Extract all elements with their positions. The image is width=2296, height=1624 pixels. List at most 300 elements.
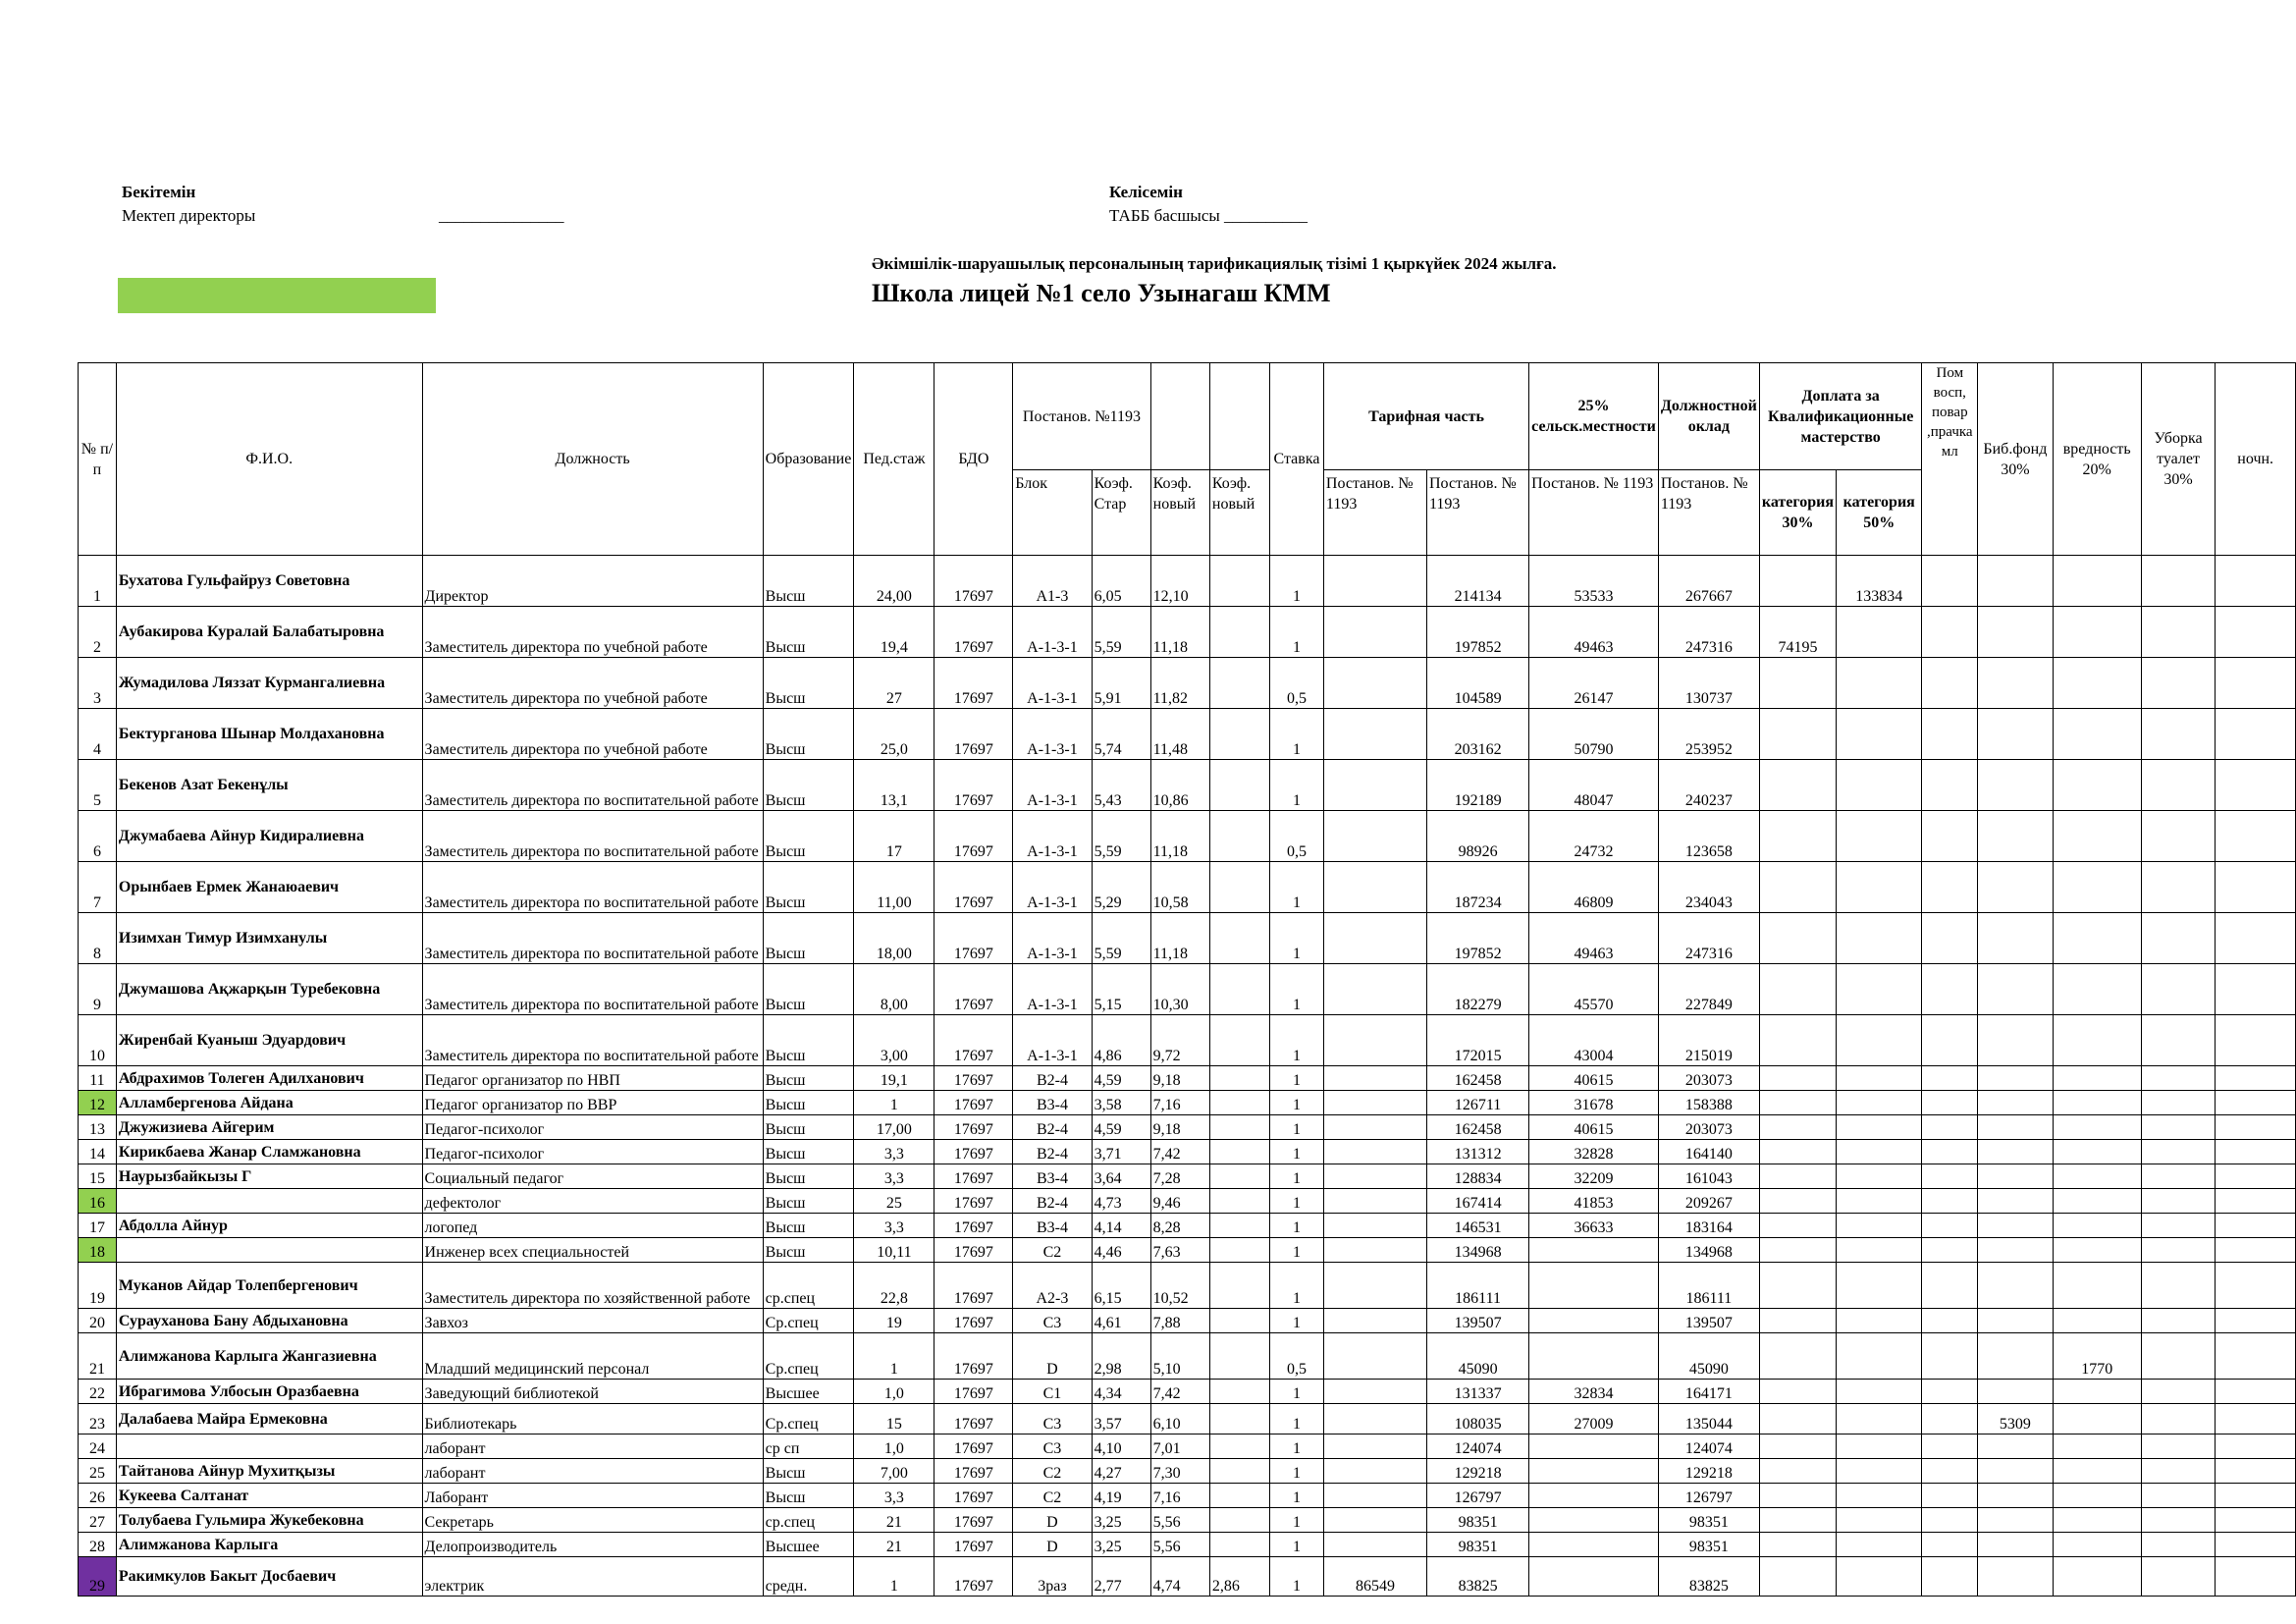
- cell-night: [2216, 1484, 2296, 1508]
- cell-harm: [2053, 1066, 2141, 1091]
- table-row: [79, 1404, 2296, 1435]
- cell-fio: Алламбергенова Айдана: [116, 1091, 422, 1115]
- cell-k1: 4,61: [1092, 1309, 1150, 1333]
- cell-c30: [1759, 811, 1836, 862]
- cell-t2: 129218: [1427, 1459, 1529, 1484]
- cell-bdo: 17697: [934, 1508, 1013, 1533]
- cell-rural: 31678: [1529, 1091, 1659, 1115]
- cell-t2: 108035: [1427, 1404, 1529, 1435]
- cell-k3: [1209, 811, 1269, 862]
- cell-t2: 197852: [1427, 913, 1529, 964]
- cell-sal: 247316: [1658, 913, 1759, 964]
- school-title: Школа лицей №1 село Узынагаш КММ: [872, 279, 1331, 307]
- cell-n: 25: [79, 1459, 117, 1484]
- cell-n: 13: [79, 1115, 117, 1140]
- cell-c30: [1759, 862, 1836, 913]
- cell-st: 1: [1270, 1484, 1324, 1508]
- cell-sal: 83825: [1658, 1557, 1759, 1597]
- cell-k2: 11,18: [1150, 811, 1209, 862]
- cell-fio: Ракимкулов Бакыт Досбаевич: [116, 1557, 422, 1597]
- cell-k3: [1209, 1309, 1269, 1333]
- cell-n: 10: [79, 1015, 117, 1066]
- header-salary: Должностной оклад: [1658, 363, 1759, 470]
- cell-block: А-1-3-1: [1013, 709, 1092, 760]
- cell-t1: [1323, 1459, 1426, 1484]
- cell-k3: [1209, 1459, 1269, 1484]
- cell-exp: 15: [854, 1404, 934, 1435]
- cell-k1: 2,77: [1092, 1557, 1150, 1597]
- cell-c30: [1759, 1533, 1836, 1557]
- cell-exp: 24,00: [854, 556, 934, 607]
- cell-k1: 4,10: [1092, 1435, 1150, 1459]
- cell-rural: 36633: [1529, 1214, 1659, 1238]
- cell-t2: 139507: [1427, 1309, 1529, 1333]
- cell-pos: Библиотекарь: [422, 1404, 763, 1435]
- cell-exp: 19: [854, 1309, 934, 1333]
- cell-c30: [1759, 709, 1836, 760]
- table-row: [79, 1189, 2296, 1214]
- cell-exp: 3,3: [854, 1164, 934, 1189]
- cell-exp: 18,00: [854, 913, 934, 964]
- cell-c30: [1759, 1091, 1836, 1115]
- cell-c30: [1759, 1404, 1836, 1435]
- cell-sal: 123658: [1658, 811, 1759, 862]
- cell-edu: Высш: [763, 1189, 854, 1214]
- cell-exp: 1: [854, 1333, 934, 1380]
- cell-toilet: [2141, 1238, 2216, 1263]
- cell-bdo: 17697: [934, 556, 1013, 607]
- header-salary-sub: Постанов. № 1193: [1658, 470, 1759, 556]
- cell-t2: 126797: [1427, 1484, 1529, 1508]
- cell-t1: [1323, 1533, 1426, 1557]
- cell-fio: Жумадилова Ляззат Курмангалиевна: [116, 658, 422, 709]
- cell-k3: [1209, 1214, 1269, 1238]
- cell-c30: [1759, 964, 1836, 1015]
- cell-rural: 43004: [1529, 1015, 1659, 1066]
- cell-c50: [1837, 1333, 1922, 1380]
- cell-block: В3-4: [1013, 1214, 1092, 1238]
- cell-block: С3: [1013, 1309, 1092, 1333]
- cell-harm: 1770: [2053, 1333, 2141, 1380]
- cell-k2: 10,58: [1150, 862, 1209, 913]
- cell-st: 1: [1270, 1164, 1324, 1189]
- cell-st: 1: [1270, 1557, 1324, 1597]
- cell-c30: [1759, 1115, 1836, 1140]
- cell-fio: Джумабаева Айнур Кидиралиевна: [116, 811, 422, 862]
- cell-rural: [1529, 1238, 1659, 1263]
- cell-rural: [1529, 1484, 1659, 1508]
- cell-bdo: 17697: [934, 1140, 1013, 1164]
- cell-n: 27: [79, 1508, 117, 1533]
- cell-pos: Заместитель директора по воспитательной работе: [422, 913, 763, 964]
- cell-edu: Высш: [763, 1214, 854, 1238]
- cell-pos: Заместитель директора по хозяйственной работе: [422, 1263, 763, 1309]
- cell-block: D: [1013, 1333, 1092, 1380]
- cell-bib: [1978, 1435, 2054, 1459]
- cell-c50: [1837, 607, 1922, 658]
- cell-k3: [1209, 1533, 1269, 1557]
- cell-k3: [1209, 1115, 1269, 1140]
- table-body: [79, 556, 2296, 1597]
- cell-t1: [1323, 1140, 1426, 1164]
- cell-c50: [1837, 1380, 1922, 1404]
- cell-exp: 13,1: [854, 760, 934, 811]
- cell-c50: [1837, 1015, 1922, 1066]
- cell-exp: 19,1: [854, 1066, 934, 1091]
- cell-t1: [1323, 1309, 1426, 1333]
- cell-block: А-1-3-1: [1013, 913, 1092, 964]
- cell-toilet: [2141, 658, 2216, 709]
- cell-k2: 5,56: [1150, 1508, 1209, 1533]
- cell-k1: 5,91: [1092, 658, 1150, 709]
- cell-c30: [1759, 1557, 1836, 1597]
- cell-c30: [1759, 1484, 1836, 1508]
- cell-c30: [1759, 1140, 1836, 1164]
- cell-bdo: 17697: [934, 1459, 1013, 1484]
- header-tariff: Тарифная часть: [1323, 363, 1528, 470]
- cell-rural: [1529, 1435, 1659, 1459]
- header-cat50: категория 50%: [1837, 470, 1922, 556]
- cell-night: [2216, 607, 2296, 658]
- cell-c50: [1837, 1459, 1922, 1484]
- table-row: [79, 1484, 2296, 1508]
- cell-k1: 5,59: [1092, 607, 1150, 658]
- header-bdo: БДО: [934, 363, 1013, 556]
- table-row: [79, 1333, 2296, 1380]
- cell-pos: Заместитель директора по учебной работе: [422, 658, 763, 709]
- cell-night: [2216, 1164, 2296, 1189]
- cell-edu: Высшее: [763, 1380, 854, 1404]
- cell-edu: Высш: [763, 1066, 854, 1091]
- cell-exp: 1: [854, 1091, 934, 1115]
- cell-block: А-1-3-1: [1013, 658, 1092, 709]
- cell-exp: 27: [854, 658, 934, 709]
- cell-t2: 83825: [1427, 1557, 1529, 1597]
- header-tariff-b: Постанов. № 1193: [1427, 470, 1529, 556]
- cell-pos: лаборант: [422, 1435, 763, 1459]
- cell-exp: 10,11: [854, 1238, 934, 1263]
- cell-sal: 126797: [1658, 1484, 1759, 1508]
- cell-rural: 49463: [1529, 913, 1659, 964]
- cell-k1: 4,46: [1092, 1238, 1150, 1263]
- cell-night: [2216, 1066, 2296, 1091]
- cell-harm: [2053, 1214, 2141, 1238]
- cell-t2: 214134: [1427, 556, 1529, 607]
- cell-t2: 45090: [1427, 1333, 1529, 1380]
- cell-night: [2216, 1508, 2296, 1533]
- cell-fio: Бекенов Азат Бекенұлы: [116, 760, 422, 811]
- cell-night: [2216, 709, 2296, 760]
- cell-t1: [1323, 607, 1426, 658]
- cell-night: [2216, 1015, 2296, 1066]
- cell-pom: [1922, 709, 1978, 760]
- cell-fio: Абдолла Айнур: [116, 1214, 422, 1238]
- cell-sal: 129218: [1658, 1459, 1759, 1484]
- cell-k1: 3,71: [1092, 1140, 1150, 1164]
- cell-c50: 133834: [1837, 556, 1922, 607]
- cell-block: С2: [1013, 1459, 1092, 1484]
- cell-st: 1: [1270, 760, 1324, 811]
- cell-bdo: 17697: [934, 1557, 1013, 1597]
- cell-toilet: [2141, 1214, 2216, 1238]
- cell-sal: 186111: [1658, 1263, 1759, 1309]
- table-row: [79, 1140, 2296, 1164]
- cell-k3: [1209, 964, 1269, 1015]
- cell-n: 18: [79, 1238, 117, 1263]
- cell-night: [2216, 1333, 2296, 1380]
- cell-block: D: [1013, 1533, 1092, 1557]
- cell-k1: 4,59: [1092, 1115, 1150, 1140]
- cell-bib: [1978, 1091, 2054, 1115]
- cell-toilet: [2141, 1459, 2216, 1484]
- cell-st: 1: [1270, 1435, 1324, 1459]
- cell-toilet: [2141, 1533, 2216, 1557]
- cell-c50: [1837, 1140, 1922, 1164]
- cell-n: 19: [79, 1263, 117, 1309]
- cell-pom: [1922, 1238, 1978, 1263]
- cell-rural: 49463: [1529, 607, 1659, 658]
- cell-edu: Высш: [763, 913, 854, 964]
- cell-bdo: 17697: [934, 1189, 1013, 1214]
- cell-bdo: 17697: [934, 1238, 1013, 1263]
- cell-n: 28: [79, 1533, 117, 1557]
- cell-k3: [1209, 1263, 1269, 1309]
- cell-harm: [2053, 1263, 2141, 1309]
- cell-fio: Наурызбайкызы Г: [116, 1164, 422, 1189]
- cell-k3: [1209, 1164, 1269, 1189]
- cell-pom: [1922, 1189, 1978, 1214]
- cell-toilet: [2141, 964, 2216, 1015]
- cell-harm: [2053, 1140, 2141, 1164]
- table-row: [79, 862, 2296, 913]
- cell-c50: [1837, 1557, 1922, 1597]
- cell-sal: 139507: [1658, 1309, 1759, 1333]
- cell-edu: Высш: [763, 1459, 854, 1484]
- header-harm: вредность 20%: [2053, 363, 2141, 556]
- cell-edu: Высш: [763, 607, 854, 658]
- cell-fio: Абдрахимов Толеген Адилханович: [116, 1066, 422, 1091]
- cell-st: 0,5: [1270, 1333, 1324, 1380]
- cell-c50: [1837, 1435, 1922, 1459]
- cell-edu: средн.: [763, 1557, 854, 1597]
- cell-t2: 104589: [1427, 658, 1529, 709]
- cell-c50: [1837, 964, 1922, 1015]
- cell-n: 22: [79, 1380, 117, 1404]
- cell-bdo: 17697: [934, 1091, 1013, 1115]
- cell-k3: [1209, 607, 1269, 658]
- cell-bdo: 17697: [934, 862, 1013, 913]
- cell-harm: [2053, 709, 2141, 760]
- cell-toilet: [2141, 1380, 2216, 1404]
- cell-rural: 24732: [1529, 811, 1659, 862]
- cell-st: 0,5: [1270, 811, 1324, 862]
- cell-night: [2216, 1380, 2296, 1404]
- cell-toilet: [2141, 811, 2216, 862]
- cell-bib: [1978, 1214, 2054, 1238]
- table-row: [79, 760, 2296, 811]
- cell-exp: 22,8: [854, 1263, 934, 1309]
- cell-block: С1: [1013, 1380, 1092, 1404]
- cell-c50: [1837, 1066, 1922, 1091]
- cell-night: [2216, 964, 2296, 1015]
- cell-t2: 187234: [1427, 862, 1529, 913]
- cell-bdo: 17697: [934, 607, 1013, 658]
- cell-n: 1: [79, 556, 117, 607]
- cell-pom: [1922, 1333, 1978, 1380]
- cell-sal: 164171: [1658, 1380, 1759, 1404]
- agree-role: ТАББ басшысы __________: [1109, 206, 1308, 225]
- cell-toilet: [2141, 1309, 2216, 1333]
- cell-block: С2: [1013, 1484, 1092, 1508]
- cell-harm: [2053, 1238, 2141, 1263]
- cell-sal: 240237: [1658, 760, 1759, 811]
- cell-harm: [2053, 658, 2141, 709]
- cell-fio: Аубакирова Куралай Балабатыровна: [116, 607, 422, 658]
- cell-fio: Джужизиева Айгерим: [116, 1115, 422, 1140]
- cell-block: А-1-3-1: [1013, 607, 1092, 658]
- cell-c30: [1759, 1459, 1836, 1484]
- cell-pos: Директор: [422, 556, 763, 607]
- cell-sal: 158388: [1658, 1091, 1759, 1115]
- header-block: Блок: [1013, 470, 1092, 556]
- header-bib: Биб.фонд 30%: [1978, 363, 2054, 556]
- cell-pom: [1922, 811, 1978, 862]
- cell-n: 5: [79, 760, 117, 811]
- cell-exp: 1,0: [854, 1435, 934, 1459]
- table-row: [79, 1164, 2296, 1189]
- cell-st: 1: [1270, 1508, 1324, 1533]
- cell-edu: Высш: [763, 1238, 854, 1263]
- cell-k1: 6,15: [1092, 1263, 1150, 1309]
- cell-bib: [1978, 1333, 2054, 1380]
- cell-k2: 11,18: [1150, 913, 1209, 964]
- cell-rural: [1529, 1533, 1659, 1557]
- cell-k2: 9,18: [1150, 1115, 1209, 1140]
- cell-fio: Тайтанова Айнур Мухитқызы: [116, 1459, 422, 1484]
- cell-bib: [1978, 913, 2054, 964]
- cell-k3: [1209, 913, 1269, 964]
- cell-harm: [2053, 1380, 2141, 1404]
- cell-pos: Младший медицинский персонал: [422, 1333, 763, 1380]
- cell-st: 1: [1270, 1263, 1324, 1309]
- header-qualification: Доплата за Квалификационные мастерство: [1759, 363, 1922, 470]
- cell-exp: 7,00: [854, 1459, 934, 1484]
- cell-block: D: [1013, 1508, 1092, 1533]
- cell-bdo: 17697: [934, 1309, 1013, 1333]
- cell-t1: [1323, 1484, 1426, 1508]
- cell-st: 1: [1270, 1404, 1324, 1435]
- cell-k2: 5,10: [1150, 1333, 1209, 1380]
- table-row: [79, 1435, 2296, 1459]
- cell-rural: [1529, 1557, 1659, 1597]
- cell-c50: [1837, 1238, 1922, 1263]
- cell-block: А2-3: [1013, 1263, 1092, 1309]
- cell-k1: 5,59: [1092, 913, 1150, 964]
- cell-block: С3: [1013, 1404, 1092, 1435]
- cell-sal: 164140: [1658, 1140, 1759, 1164]
- cell-k1: 4,86: [1092, 1015, 1150, 1066]
- cell-sal: 247316: [1658, 607, 1759, 658]
- cell-k2: 7,88: [1150, 1309, 1209, 1333]
- cell-bdo: 17697: [934, 811, 1013, 862]
- cell-harm: [2053, 1091, 2141, 1115]
- cell-st: 1: [1270, 709, 1324, 760]
- cell-bib: [1978, 1508, 2054, 1533]
- cell-t2: 186111: [1427, 1263, 1529, 1309]
- cell-k2: 11,18: [1150, 607, 1209, 658]
- cell-pom: [1922, 1091, 1978, 1115]
- cell-night: [2216, 1533, 2296, 1557]
- cell-edu: Высш: [763, 1091, 854, 1115]
- cell-pom: [1922, 1263, 1978, 1309]
- cell-k1: 5,59: [1092, 811, 1150, 862]
- cell-k3: [1209, 1333, 1269, 1380]
- cell-pom: [1922, 556, 1978, 607]
- header-pom: Пом восп, повар ,прачка мл: [1922, 363, 1978, 556]
- cell-bib: [1978, 709, 2054, 760]
- cell-edu: Высш: [763, 1015, 854, 1066]
- cell-n: 16: [79, 1189, 117, 1214]
- cell-st: 1: [1270, 964, 1324, 1015]
- cell-n: 15: [79, 1164, 117, 1189]
- cell-fio: Бектурганова Шынар Молдахановна: [116, 709, 422, 760]
- cell-fio: Муканов Айдар Толепбергенович: [116, 1263, 422, 1309]
- cell-n: 20: [79, 1309, 117, 1333]
- cell-harm: [2053, 760, 2141, 811]
- cell-edu: ср.спец: [763, 1263, 854, 1309]
- cell-t2: 172015: [1427, 1015, 1529, 1066]
- cell-night: [2216, 1435, 2296, 1459]
- cell-rural: 32209: [1529, 1164, 1659, 1189]
- cell-bib: [1978, 760, 2054, 811]
- cell-t1: [1323, 556, 1426, 607]
- cell-harm: [2053, 862, 2141, 913]
- cell-night: [2216, 862, 2296, 913]
- cell-rural: 45570: [1529, 964, 1659, 1015]
- cell-pos: Заместитель директора по воспитательной работе: [422, 964, 763, 1015]
- cell-exp: 11,00: [854, 862, 934, 913]
- cell-c30: [1759, 1435, 1836, 1459]
- cell-pom: [1922, 1066, 1978, 1091]
- cell-t2: 192189: [1427, 760, 1529, 811]
- table-row: [79, 1459, 2296, 1484]
- cell-pos: Делопроизводитель: [422, 1533, 763, 1557]
- cell-c50: [1837, 658, 1922, 709]
- cell-rural: [1529, 1263, 1659, 1309]
- cell-n: 11: [79, 1066, 117, 1091]
- header-post: Постанов. №1193: [1013, 363, 1150, 470]
- header-fio: Ф.И.О.: [116, 363, 422, 556]
- cell-t1: [1323, 760, 1426, 811]
- cell-bib: [1978, 556, 2054, 607]
- cell-edu: ср.спец: [763, 1508, 854, 1533]
- cell-night: [2216, 1115, 2296, 1140]
- cell-bdo: 17697: [934, 1164, 1013, 1189]
- header-night: ночн.: [2216, 363, 2296, 556]
- table-row: [79, 1066, 2296, 1091]
- cell-rural: 40615: [1529, 1115, 1659, 1140]
- cell-fio: Толубаева Гульмира Жукебековна: [116, 1508, 422, 1533]
- cell-bib: [1978, 1238, 2054, 1263]
- cell-bib: [1978, 607, 2054, 658]
- cell-st: 1: [1270, 1533, 1324, 1557]
- cell-k2: 10,86: [1150, 760, 1209, 811]
- cell-night: [2216, 760, 2296, 811]
- cell-c50: [1837, 1404, 1922, 1435]
- cell-edu: Высш: [763, 760, 854, 811]
- cell-t2: 162458: [1427, 1115, 1529, 1140]
- cell-toilet: [2141, 709, 2216, 760]
